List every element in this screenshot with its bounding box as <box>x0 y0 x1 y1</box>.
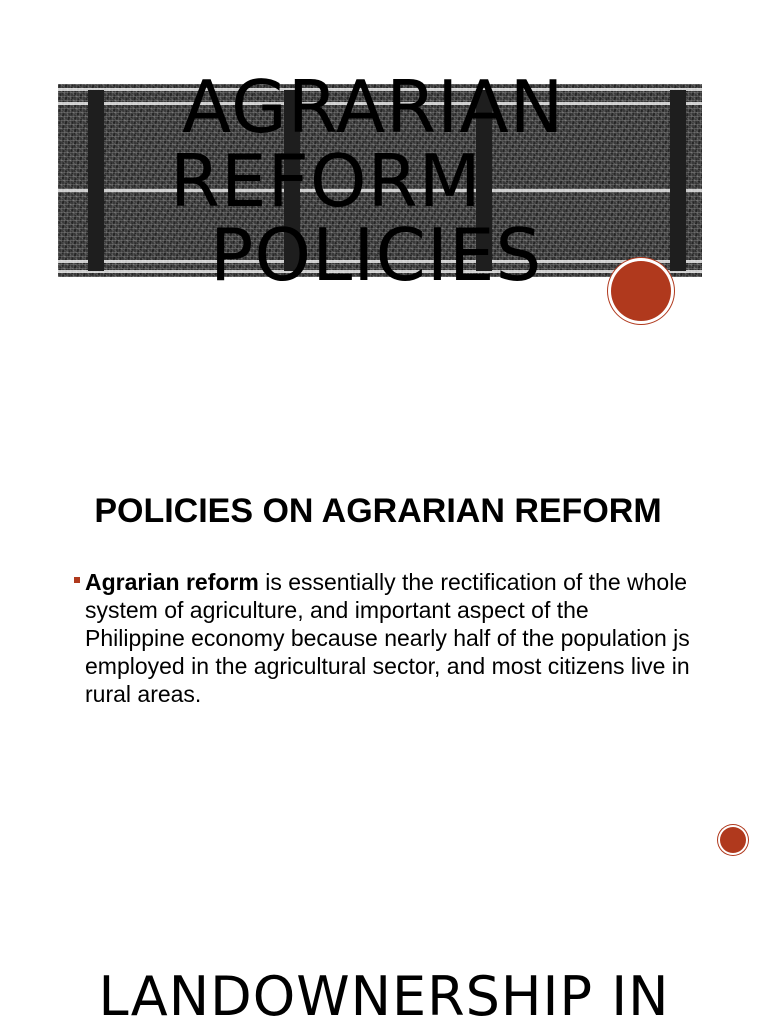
title-line: AGRARIAN <box>182 65 565 149</box>
title-slide <box>0 0 768 340</box>
slide-title <box>0 65 768 297</box>
bullet-body: is essentially the rectification of the whole system of agriculture, and important aspect of the Philippine economy because nearly half of the population js employed in the agricultural sector, and most citizens live in rural areas. <box>85 569 690 707</box>
decorative-circle <box>718 825 748 855</box>
bullet-bold-lead: Agrarian reform <box>85 569 259 595</box>
title-line: REFORM <box>170 139 482 223</box>
bullet-text <box>85 568 694 708</box>
decorative-circle <box>608 258 674 324</box>
bullet-item <box>74 568 694 708</box>
section-heading: POLICIES ON AGRARIAN REFORM <box>94 492 662 530</box>
bullet-marker-icon <box>74 577 80 583</box>
next-slide-title: LANDOWNERSHIP IN <box>98 965 670 1024</box>
title-line: POLICIES <box>210 213 543 297</box>
